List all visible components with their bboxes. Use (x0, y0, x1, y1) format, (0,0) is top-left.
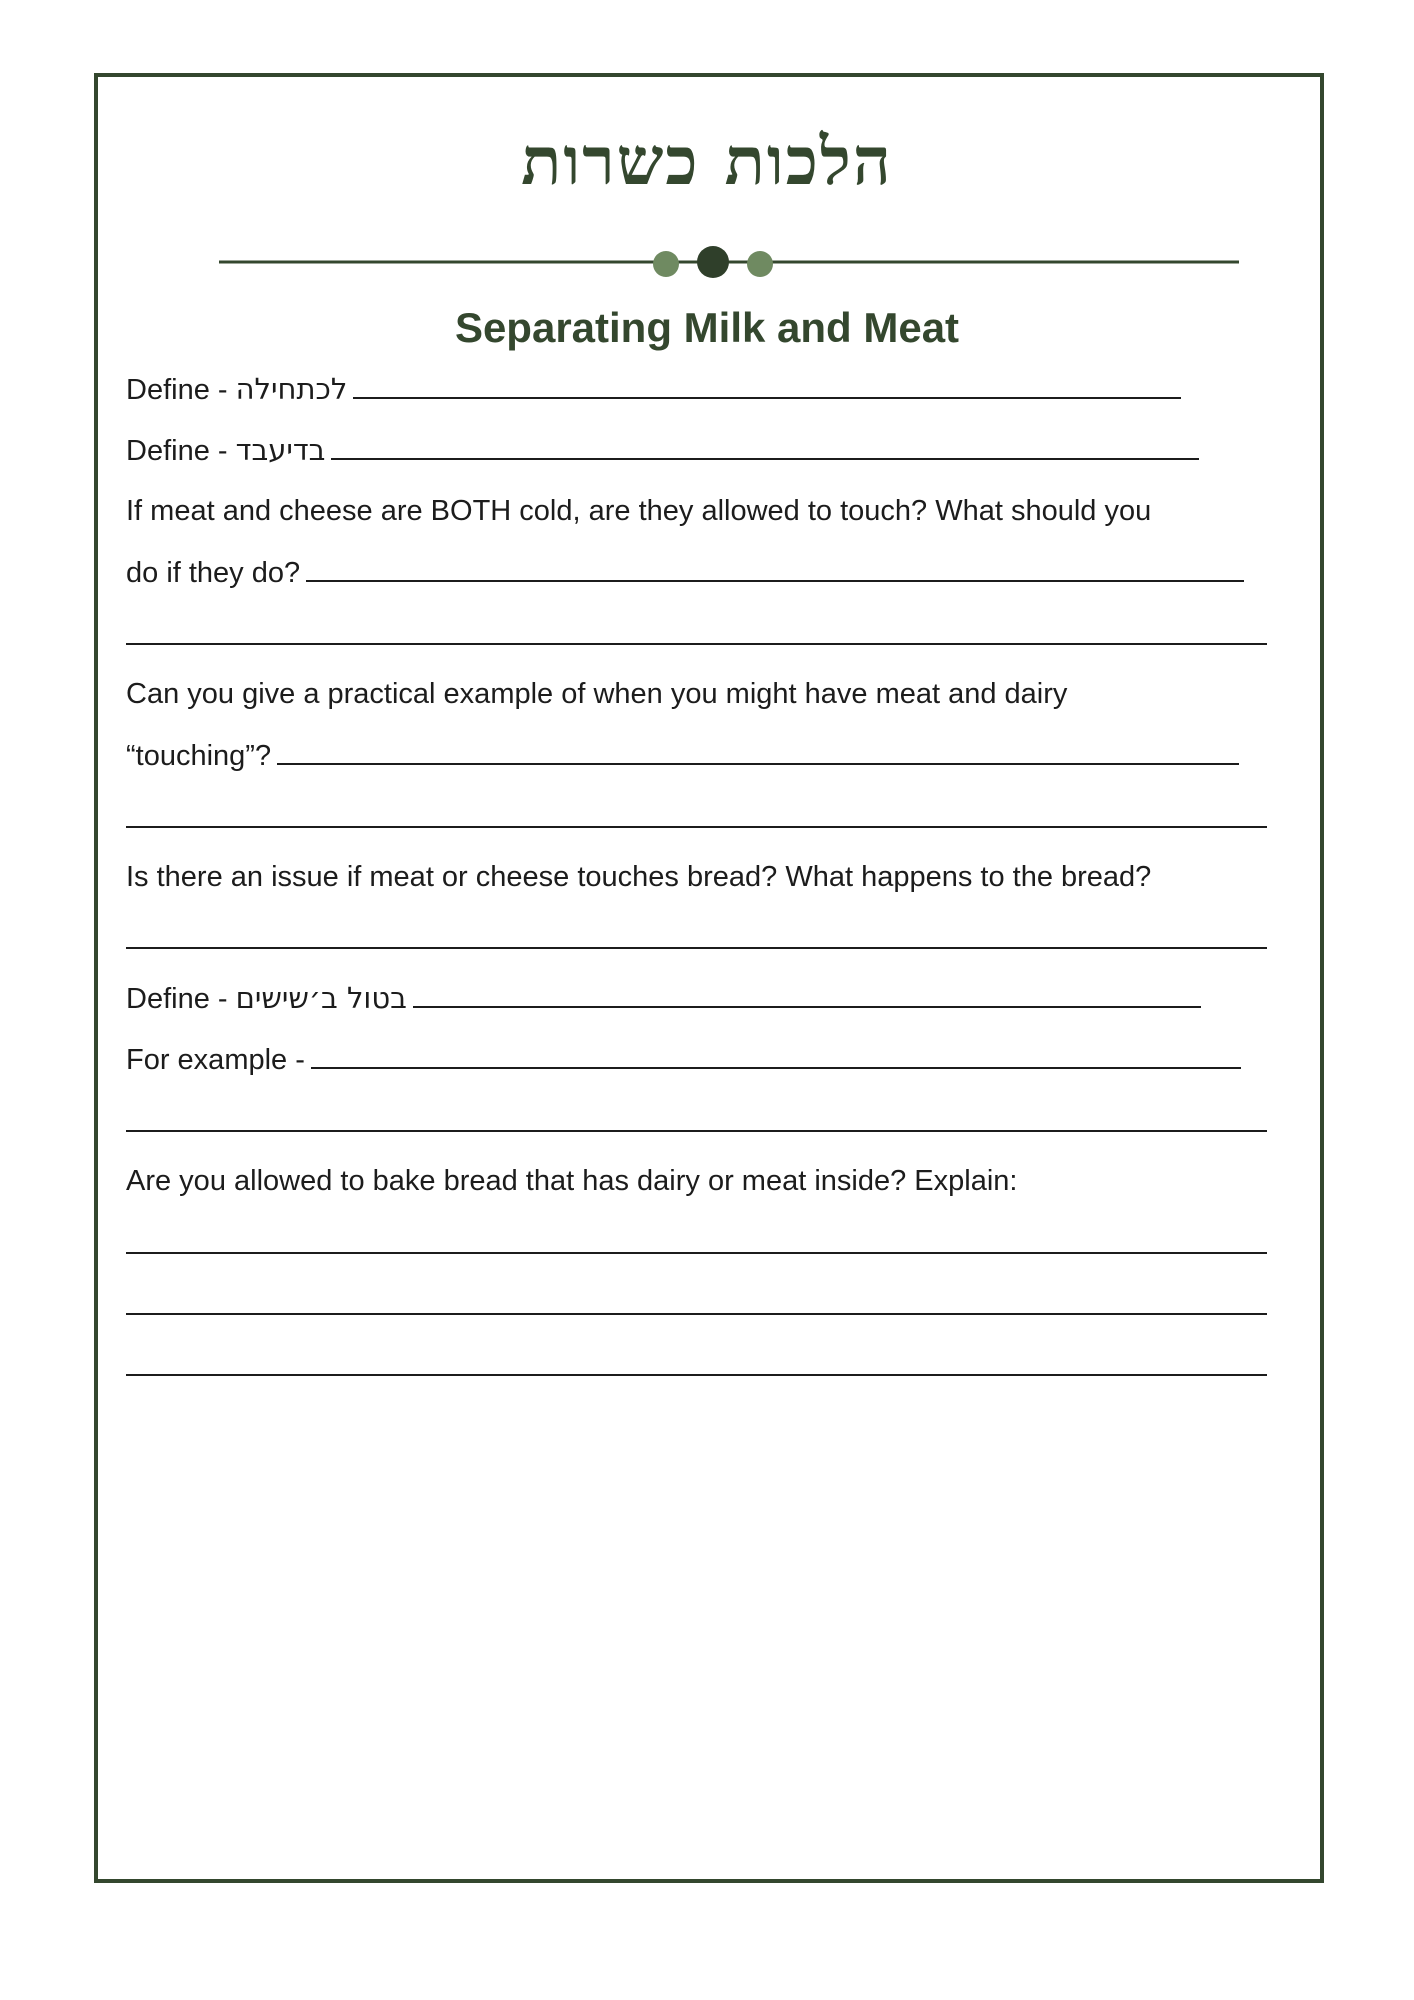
answer-line[interactable] (126, 947, 1267, 949)
answer-line[interactable] (331, 430, 1199, 460)
hebrew-term: בטול ב׳שישים (235, 981, 407, 1015)
divider-dot-right (747, 251, 773, 277)
question-cold-touch-line1: If meat and cheese are BOTH cold, are they allowed to touch? What should you (126, 495, 1152, 527)
answer-line[interactable] (126, 1252, 1267, 1254)
question-cold-touch-line2 (126, 552, 1244, 593)
hebrew-term: לכתחילה (235, 372, 348, 406)
question-label: do if they do? (126, 557, 301, 589)
answer-line[interactable] (413, 978, 1201, 1008)
answer-line[interactable] (277, 735, 1239, 765)
question-practical-example-line2 (126, 735, 1239, 776)
question-practical-example-line1: Can you give a practical example of when you might have meat and dairy (126, 678, 1068, 710)
question-label: Define - (126, 435, 236, 467)
answer-line[interactable] (353, 369, 1181, 399)
page-subtitle: Separating Milk and Meat (454, 304, 960, 351)
answer-line[interactable] (311, 1039, 1241, 1069)
question-define-batel-beshishim (126, 978, 1201, 1019)
answer-line[interactable] (126, 1130, 1267, 1132)
question-label: “touching”? (126, 740, 272, 772)
question-for-example (126, 1039, 1241, 1080)
answer-line[interactable] (126, 1374, 1267, 1376)
question-define-lechatchila (126, 369, 1181, 410)
question-label: Define - (126, 983, 236, 1015)
hebrew-title: הלכות כשרות (521, 122, 893, 200)
divider-dot-center (697, 246, 729, 278)
answer-line[interactable] (126, 643, 1267, 645)
question-bake-bread: Are you allowed to bake bread that has dairy or meat inside? Explain: (126, 1165, 1018, 1197)
question-label: Define - (126, 374, 236, 406)
answer-line[interactable] (126, 826, 1267, 828)
hebrew-term: בדיעבד (235, 433, 326, 467)
title-divider (219, 242, 1239, 282)
question-define-bedieved (126, 430, 1199, 471)
answer-line[interactable] (126, 1313, 1267, 1315)
question-label: For example - (126, 1044, 305, 1076)
answer-line[interactable] (306, 552, 1244, 582)
divider-dot-left (653, 251, 679, 277)
question-bread-touch: Is there an issue if meat or cheese touches bread? What happens to the bread? (126, 861, 1152, 893)
